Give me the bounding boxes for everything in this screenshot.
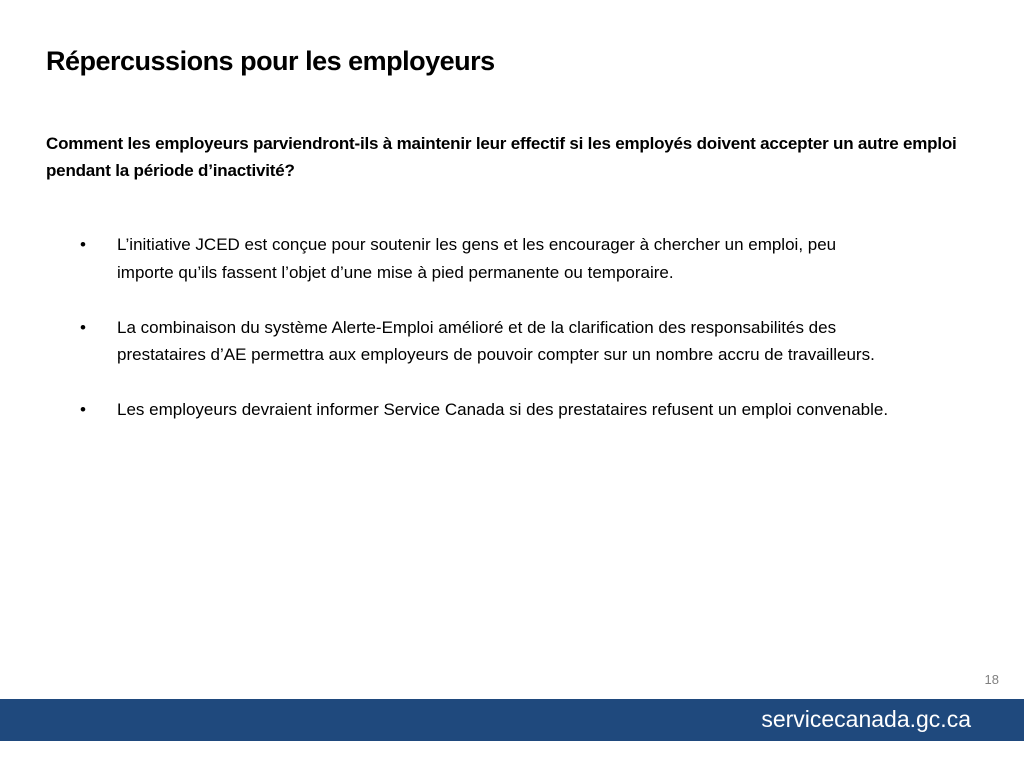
bullet-list: [0, 231, 1024, 451]
bullet-text: L’initiative JCED est conçue pour soutenir les gens et les encourager à chercher un emploi, peu importe qu’ils fassent l’objet d’une mise à pied permanente ou temporaire.: [117, 235, 837, 282]
bullet-dot: •: [80, 317, 86, 337]
bullet-text: La combinaison du système Alerte-Emploi amélioré et de la clarification des responsabilités des prestataires d’AE permettra aux employeurs de pouvoir compter sur un nombre accru de travailleurs.: [117, 317, 875, 364]
bullet-dot: •: [80, 235, 86, 254]
footer-url: servicecanada.gc.ca: [761, 706, 971, 732]
footer-bar: [0, 699, 1024, 741]
bullet-text: Les employeurs devraient informer Service Canada si des prestataires refusent un emploi convenable.: [117, 400, 889, 419]
slide-title: Répercussions pour les employeurs: [46, 46, 495, 76]
bullet-item: [0, 314, 897, 369]
page-number: 18: [984, 672, 999, 687]
slide-question: Comment les employeurs parviendront-ils à maintenir leur effectif si les employés doivent accepter un autre emploi pendant la période d’inactivité?: [46, 134, 957, 180]
bullet-dot: •: [80, 400, 86, 419]
bullet-item: [0, 396, 897, 424]
bullet-item: [0, 231, 897, 286]
